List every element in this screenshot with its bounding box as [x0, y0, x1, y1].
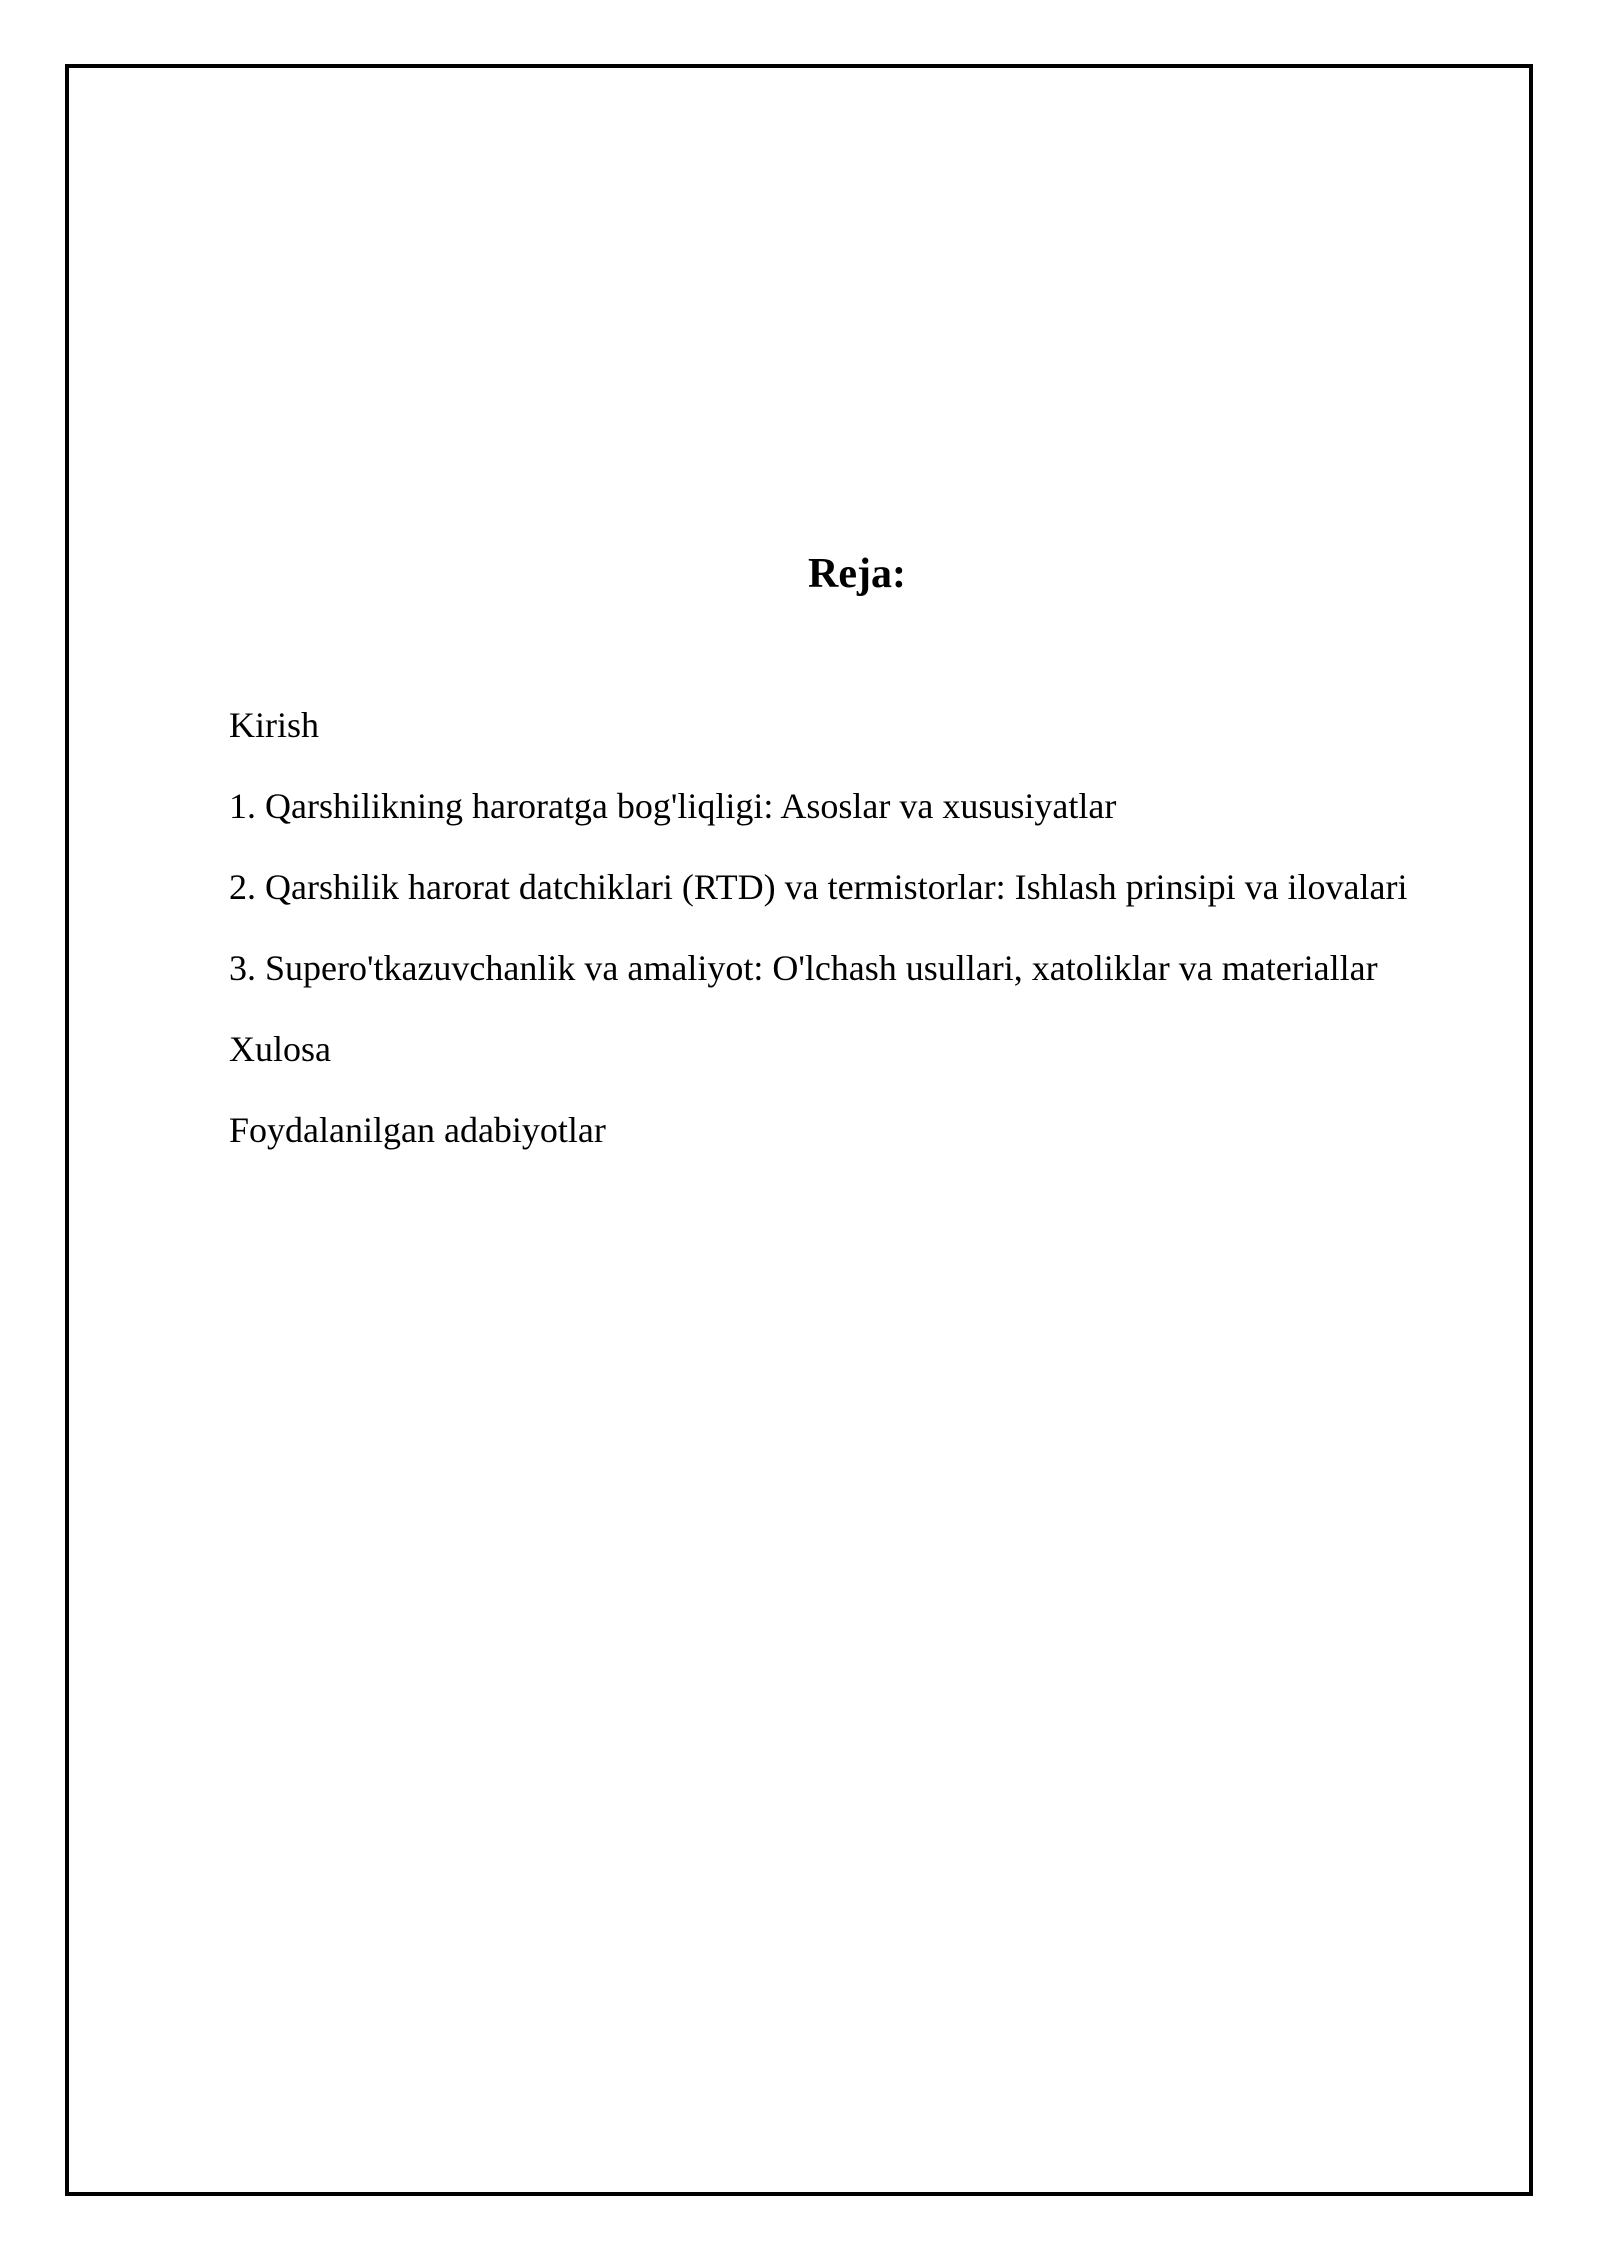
toc-item-section-1: 1. Qarshilikning haroratga bog'liqligi: Asoslar va xususiyatlar	[229, 786, 1117, 826]
page-title: Reja:	[808, 551, 906, 597]
toc-item-introduction: Kirish	[229, 705, 319, 745]
toc-item-section-3: 3. Supero'tkazuvchanlik va amaliyot: O'lchash usullari, xatoliklar va materiallar	[229, 948, 1378, 988]
toc-item-section-2: 2. Qarshilik harorat datchiklari (RTD) va termistorlar: Ishlash prinsipi va ilovalari	[229, 867, 1408, 907]
table-of-contents	[229, 700, 1529, 1186]
toc-item-conclusion: Xulosa	[229, 1029, 331, 1069]
toc-item-references: Foydalanilgan adabiyotlar	[229, 1110, 606, 1150]
